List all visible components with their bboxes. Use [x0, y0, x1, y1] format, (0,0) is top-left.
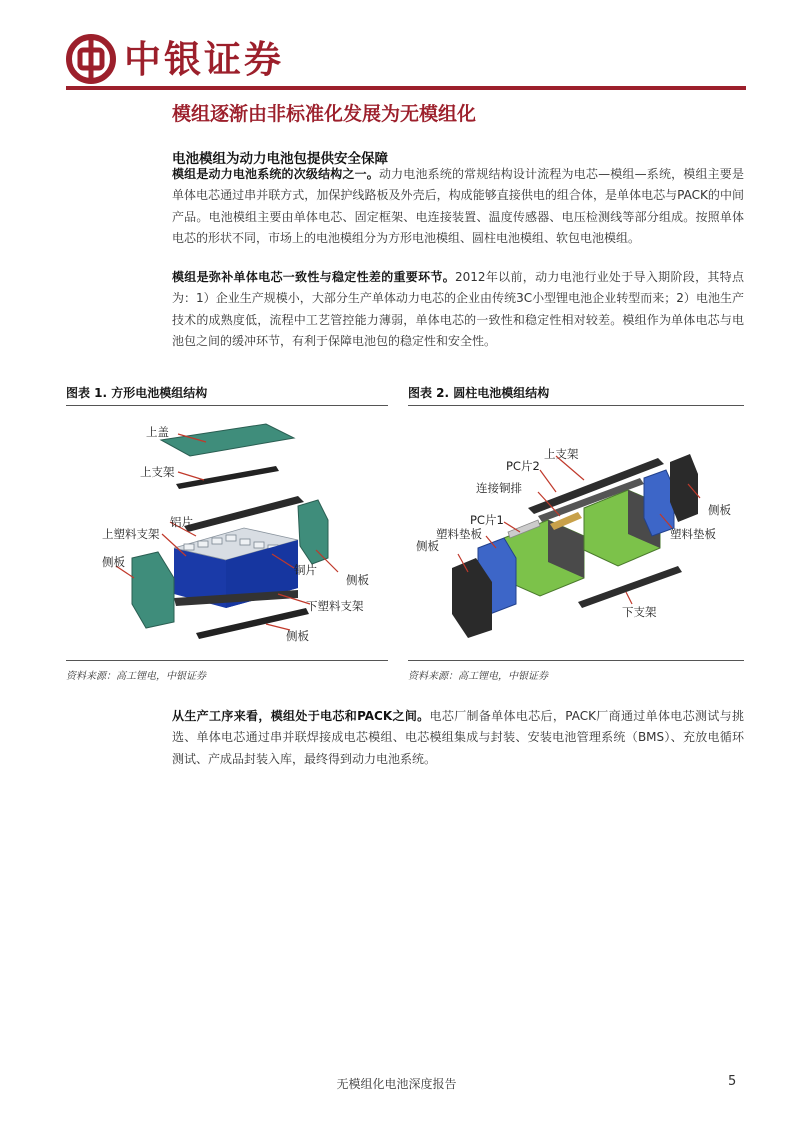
figure-1-bottom-rule	[66, 660, 388, 661]
subheading: 电池模组为动力电池包提供安全保障	[172, 151, 388, 167]
paragraph-consistency	[172, 267, 744, 352]
paragraph-body: 2012年以前，动力电池行业处于导入期阶段，其特点为：1）企业生产规模小，大部分生产单体动力电芯的企业由传统3C小型锂电池企业转型而来；2）电池生产技术的成熟度低，流程中工艺管控能力薄弱，单体电芯的一致性和稳定性相对较差。模组作为单体电芯与电池包之间的缓冲环节，有利于保障电池包的稳定性和安全性。	[172, 270, 744, 348]
callout-copper-busbar: 连接铜排	[476, 481, 522, 495]
figure-2-label: 图表 2. 圆柱电池模组结构	[408, 386, 550, 400]
side-plate-right-part	[298, 500, 328, 564]
paragraph-body: 动力电池系统的常规结构设计流程为电芯—模组—系统，模组主要是单体电芯通过串并联方式，加保护线路板及外壳后，构成能够直接供电的组合体，是单体电芯与PACK的中间产品。电池模组主要由单体电芯、固定框架、电连接装置、温度传感器、电压检测线等部分组成。按照单体电芯的形状不同，市场上的电池模组分为方形电池模组、圆柱电池模组、软包电池模组。	[172, 167, 744, 245]
header-divider	[66, 86, 746, 90]
side-plate-left-part	[132, 552, 174, 628]
section-title: 模组逐渐由非标准化发展为无模组化	[172, 103, 477, 125]
callout-bottom-plastic-bracket: 下塑料支架	[306, 599, 364, 613]
page-number: 5	[728, 1074, 737, 1089]
callout-side-plate-bottom: 侧板	[286, 629, 309, 643]
figure-1-source: 资料来源：高工锂电，中银证券	[66, 671, 206, 682]
side-plate-right-part	[670, 454, 698, 522]
cell-terminal	[254, 542, 264, 548]
bank-of-china-logo-icon	[66, 34, 116, 84]
callout-aluminum-sheet: 铝片	[170, 515, 193, 529]
figure-2-top-rule	[408, 405, 744, 406]
figure-1-top-rule	[66, 405, 388, 406]
callout-copper-sheet: 铜片	[294, 563, 317, 577]
figure-2-cylindrical-module-diagram	[408, 408, 744, 658]
callout-top-cover: 上盖	[146, 425, 169, 439]
bottom-bracket-part	[578, 566, 682, 608]
callout-bottom-bracket: 下支架	[622, 605, 657, 619]
callout-side-plate-right: 侧板	[346, 573, 369, 587]
prismatic-module-illustration	[66, 408, 388, 658]
callout-side-plate-left: 侧板	[416, 539, 439, 553]
callout-side-plate-left: 侧板	[102, 555, 125, 569]
figure-1-label: 图表 1. 方形电池模组结构	[66, 386, 208, 400]
paragraph-lead: 从生产工序来看，模组处于电芯和PACK之间。	[172, 709, 430, 723]
figure-2-source: 资料来源：高工锂电，中银证券	[408, 671, 548, 682]
figure-2-bottom-rule	[408, 660, 744, 661]
callout-top-bracket: 上支架	[140, 465, 175, 479]
paragraph-lead: 模组是动力电池系统的次级结构之一。	[172, 167, 379, 181]
paragraph-lead: 模组是弥补单体电芯一致性与稳定性差的重要环节。	[172, 270, 456, 284]
paragraph-production-process	[172, 706, 744, 770]
callout-top-plastic-bracket: 上塑料支架	[102, 527, 160, 541]
figure-1-prismatic-module-diagram	[66, 408, 388, 658]
paragraph-body: 电芯厂制备单体电芯后，PACK厂商通过单体电芯测试与挑选、单体电芯通过串并联焊接成电芯模组、电芯模组集成与封装、安装电池管理系统（BMS）、充放电循环测试、产成品封装入库，最终得到动力电池系统。	[172, 709, 745, 766]
callout-pc-sheet-1: PC片1	[470, 513, 504, 527]
brand-logo	[66, 30, 396, 88]
callout-side-plate-right: 侧板	[708, 503, 731, 517]
cell-terminal	[226, 535, 236, 541]
upper-rail-part	[184, 496, 304, 532]
paragraph-module-structure	[172, 164, 744, 249]
callout-plastic-pad-left: 塑料垫板	[436, 527, 482, 541]
cell-terminal	[184, 544, 194, 550]
cell-terminal	[240, 539, 250, 545]
callout-top-bracket: 上支架	[544, 447, 579, 461]
cell-terminal	[198, 541, 208, 547]
cylindrical-module-illustration	[408, 408, 744, 658]
top-cover-part	[161, 424, 294, 456]
callout-pc-sheet-2: PC片2	[506, 459, 540, 473]
callout-plastic-pad-right: 塑料垫板	[670, 527, 716, 541]
brand-name: 中银证券	[124, 37, 284, 81]
footer-doc-title: 无模组化电池深度报告	[336, 1077, 457, 1091]
top-bracket-part	[176, 466, 279, 489]
cell-terminal	[212, 538, 222, 544]
